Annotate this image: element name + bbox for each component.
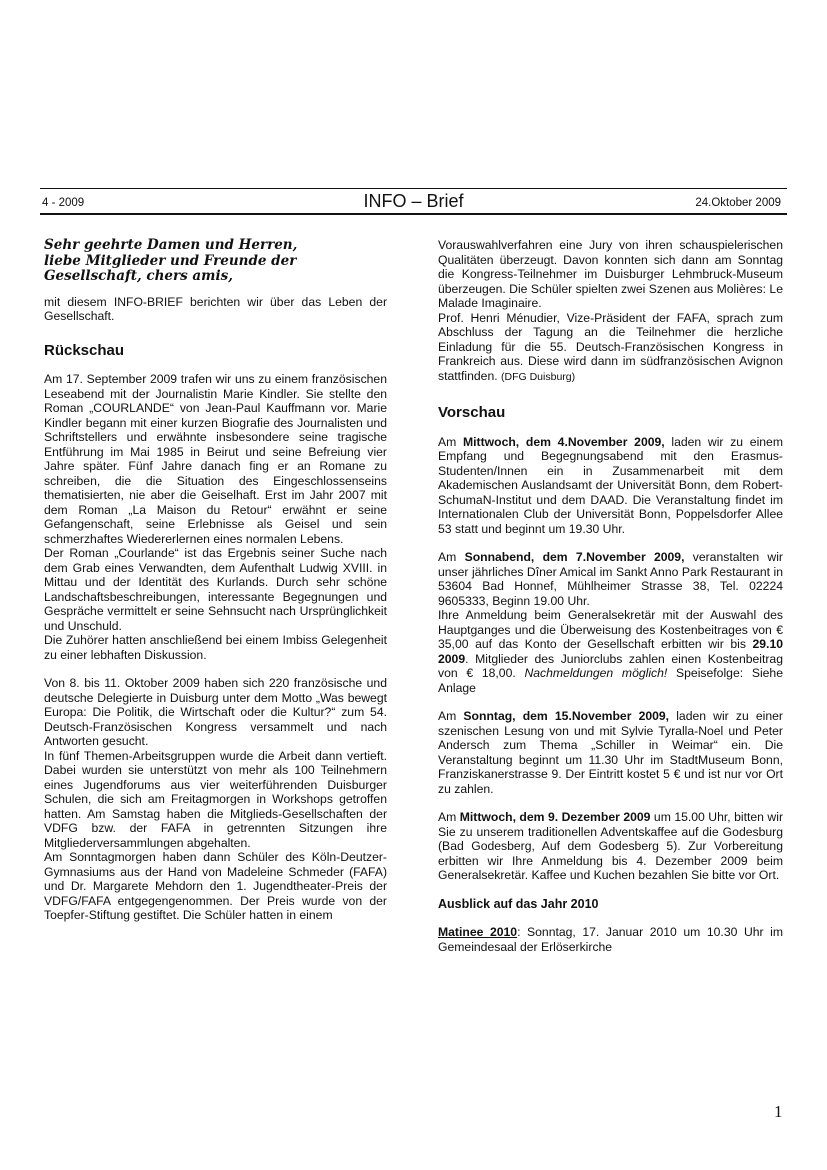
issue-number: 4 - 2009	[42, 197, 85, 209]
matinee-paragraph	[438, 925, 783, 954]
left-column	[44, 238, 387, 923]
paragraph	[438, 311, 783, 385]
event-paragraph	[438, 810, 783, 883]
section-title-vorschau: Vorschau	[438, 404, 506, 421]
paragraph: Von 8. bis 11. Oktober 2009 haben sich 220 französische und deutsche Delegierte in Duisburg unter dem Motto „Was bewegt Europa: Die Politik, die Wirtschaft oder die Kultur?“ zum 54. Deutsch-Französischen Kongress versammelt und nach Antworten gesucht.	[44, 676, 387, 748]
event-date: Sonntag, dem 15.November 2009,	[463, 709, 670, 723]
event-text: Speisefolge: Siehe Anlage	[438, 666, 783, 695]
section-title-rueckschau: Rückschau	[44, 341, 125, 359]
document-title: INFO – Brief	[363, 191, 464, 211]
event-prefix: Am	[438, 434, 463, 449]
event-paragraph	[438, 608, 783, 695]
paragraph: Am 17. September 2009 trafen wir uns zu einem französischen Leseabend mit der Journalistin Marie Kindler. Sie stellte den Roman „COURLANDE“ von Jean-Paul Kauffmann vor. Marie Kindler begann mit einer kurzen Biografie des Journalisten und Schriftstellers und erwähnte insbesondere seine tragische Entführung im Mai 1985 in Beirut und seine Befreiung vier Jahre später. Fünf Jahre danach fing er an Romane zu schreiben, die die Situation des Eingeschlossenseins thematisierten, nie aber die Geiselhaft. Erst im Jahr 2007 mit dem Roman „La Maison du Retour“ erwähnt er seine Gefangenschaft, seine Erlebnisse als Geisel und sein schmerzhaftes Wiedererlernen eines normalen Lebens.	[44, 372, 387, 546]
paragraph: Die Zuhörer hatten anschließend bei einem Imbiss Gelegenheit zu einer lebhaften Diskussion.	[44, 633, 387, 662]
document-header	[40, 188, 787, 215]
event-prefix: Am	[438, 550, 465, 564]
event-paragraph	[438, 550, 783, 608]
deadline-date: 29.10 2009	[438, 637, 783, 666]
event-paragraph	[438, 435, 783, 537]
event-text: . Mitglieder des Juniorclubs zahlen einen Kostenbeitrag von € 18,00.	[438, 651, 783, 680]
menudier-text: Prof. Henri Ménudier, Vize-Präsident der FAFA, sprach zum Abschluss der Tagung an die Teilnehmer die herzliche Einladung für die 55. Deutsch-Französischen Kongress in Frankreich aus. Diese wird dann im südfranzösischen Avignon stattfinden.	[438, 310, 783, 383]
event-text: veranstalten wir unser jährliches Dîner Amical im Sankt Anno Park Restaurant in 53604 Bad Honnef, Mühlheimer Strasse 38, Tel. 02224 9605333, Beginn 19.00 Uhr.	[438, 550, 783, 608]
page-number: 1	[774, 1102, 783, 1121]
event-date: Mittwoch, dem 4.November 2009,	[463, 434, 665, 449]
intro-paragraph: mit diesem INFO-BRIEF berichten wir über das Leben der Gesellschaft.	[44, 294, 387, 323]
event-prefix: Am	[438, 709, 464, 723]
paragraph: Der Roman „Courlande“ ist das Ergebnis seiner Suche nach dem Grab eines Verwandten, dem Aufenthalt Ludwig XVIII. in Mittau und der Identität des Kurlands. Durch sehr schöne Landschaftsbeschreibungen, interessante Begegnungen und Gespräche vermittelt er seine Sehnsucht nach Ursprünglichkeit und Unschuld.	[44, 546, 387, 633]
event-date: Mittwoch, dem 9. Dezember 2009	[459, 810, 651, 824]
paragraph: In fünf Themen-Arbeitsgruppen wurde die Arbeit dann vertieft. Dabei wurden sie unterstützt von mehr als 100 Teilnehmern eines Jugendforums aus vier weiterführenden Duisburger Schulen, die sich am Freitagmorgen in Workshops getroffen hatten. Am Samstag haben die Mitglieds-Gesellschaften der VDFG bzw. der FAFA in getrennten Sitzungen ihre Mitgliederversammlungen abgehalten.	[44, 748, 387, 850]
greeting-line: liebe Mitglieder und Freunde der	[44, 252, 297, 269]
issue-date: 24.Oktober 2009	[695, 197, 781, 209]
paragraph: Am Sonntagmorgen haben dann Schüler des Köln-Deutzer-Gymnasiums aus der Hand von Madeleine Schmeder (FAFA) und Dr. Margarete Mehdorn den 1. Jugendtheater-Preis der VDFG/FAFA entgegengenommen. Der Preis wurde von der Toepfer-Stiftung gestiftet. Die Schüler hatten in einem	[44, 850, 387, 922]
event-text: laden wir zu einer szenischen Lesung von und mit Sylvie Tyralla-Noel und Peter Andersch zum Thema „Schiller in Weimar“ ein. Die Veranstaltung beginnt um 11.30 Uhr im StadtMuseum Bonn, Franziskanerstrasse 9. Der Eintritt kostet 5 € und ist nur vor Ort zu zahlen.	[438, 709, 783, 796]
event-date: Sonnabend, dem 7.November 2009,	[464, 550, 685, 564]
event-paragraph	[438, 709, 783, 796]
matinee-label: Matinee 2010	[438, 925, 518, 939]
greeting-line: Sehr geehrte Damen und Herren,	[44, 237, 298, 253]
source-note: (DFG Duisburg)	[501, 370, 576, 383]
right-column	[438, 238, 783, 954]
event-prefix: Am	[438, 810, 460, 824]
matinee-text: : Sonntag, 17. Januar 2010 um 10.30 Uhr im Gemeindesaal der Erlöserkirche	[438, 925, 784, 954]
event-text: Ihre Anmeldung beim Generalsekretär mit der Auswahl des Hauptganges und die Überweisung des Kostenbeitrages von € 35,00 auf das Konto der Gesellschaft erbitten wir bis	[438, 608, 783, 651]
greeting	[44, 238, 387, 285]
late-registration-note: Nachmeldungen möglich!	[524, 666, 668, 680]
outlook-heading: Ausblick auf das Jahr 2010	[438, 896, 599, 911]
paragraph: Vorauswahlverfahren eine Jury von ihren schauspielerischen Qualitäten überzeugt. Davon konnten sich dann am Sonntag die Kongress-Teilnehmer im Duisburger Lehmbruck-Museum überzeugen. Die Schüler spielten zwei Szenen aus Molières: Le Malade Imaginaire.	[438, 238, 783, 310]
greeting-line: Gesellschaft, chers amis,	[44, 268, 233, 284]
event-text: um 15.00 Uhr, bitten wir Sie zu unserem traditionellen Adventskaffee auf die Godesburg (Bad Godesberg, Auf dem Godesberg 5). Zur Vorbereitung erbitten wir Ihre Anmeldung bis 4. Dezember 2009 beim Generalsekretär. Kaffee und Kuchen bezahlen Sie bitte vor Ort.	[438, 810, 783, 882]
event-text: laden wir zu einem Empfang und Begegnungsabend mit den Erasmus-Studenten/Innen ein in Zusammenarbeit mit dem Akademischen Auslandsamt der Universität Bonn, dem Robert-SchumaN-Institut und dem DAAD. Die Veranstaltung findet im Internationalen Club der Universität Bonn, Poppelsdorfer Allee 53 statt und beginnt um 19.30 Uhr.	[438, 434, 783, 536]
